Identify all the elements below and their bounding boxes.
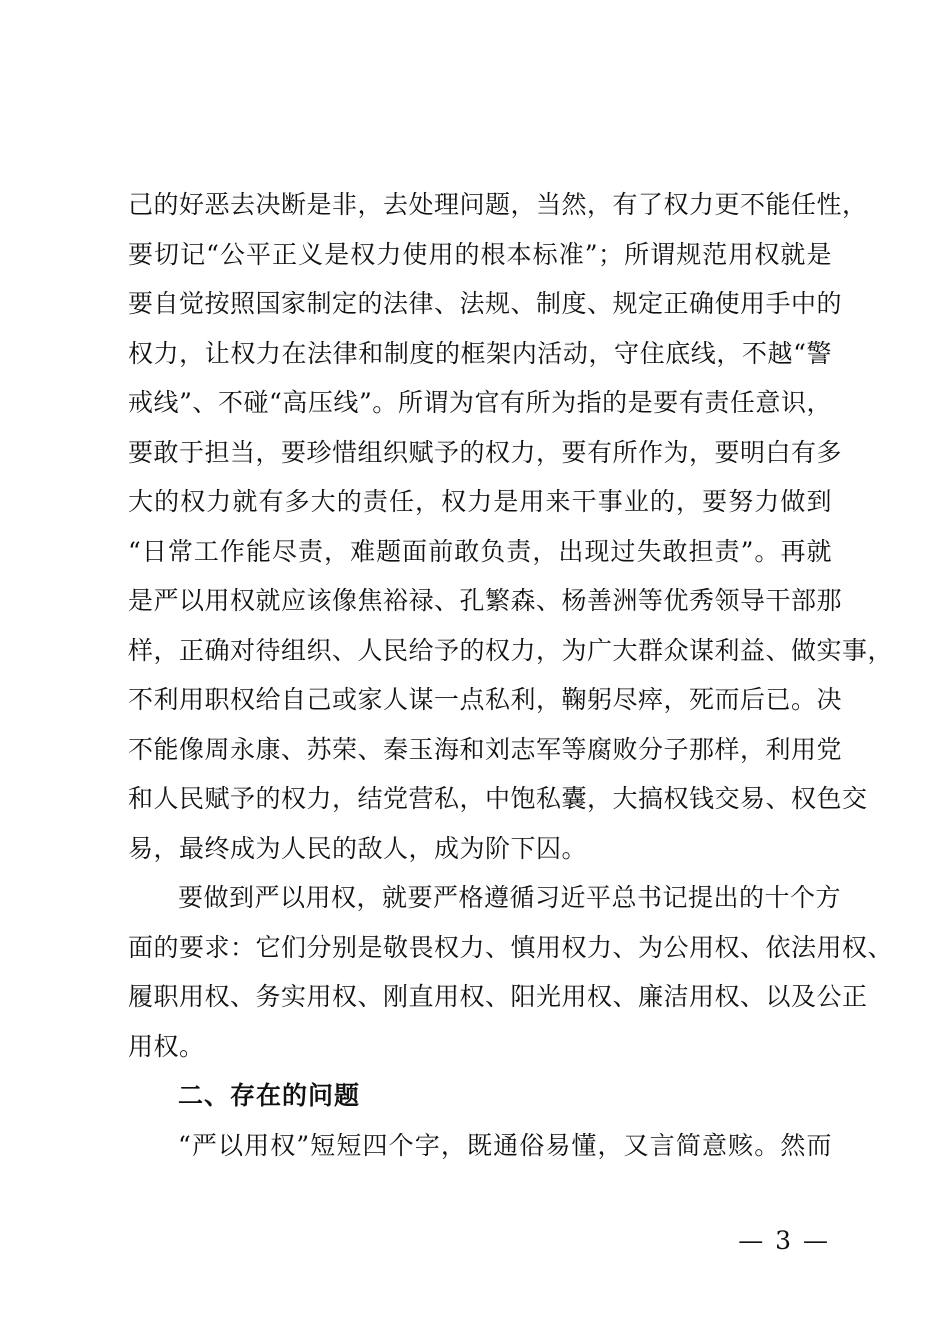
- text-line: 易，最终成为人民的敌人，成为阶下囚。: [128, 833, 588, 863]
- section-heading: 二、存在的问题: [178, 1081, 361, 1110]
- text-line: 和人民赋予的权力，结党营私，中饱私囊，大搞权钱交易、权色交: [128, 784, 868, 813]
- text-line: 面的要求：它们分别是敬畏权力、慎用权力、为公用权、依法用权、: [128, 932, 894, 962]
- text-line: 要做到严以用权，就要严格遵循习近平总书记提出的十个方: [178, 883, 842, 912]
- text-line: “严以用权”短短四个字，既通俗易懂，又言简意赅。然而: [178, 1130, 832, 1160]
- text-line: 不能像周永康、苏荣、秦玉海和刘志军等腐败分子那样，利用党: [128, 734, 843, 764]
- text-line: 己的好恶去决断是非，去处理问题，当然，有了权力更不能任性，: [128, 190, 868, 219]
- text-line: 大的权力就有多大的责任，权力是用来干事业的，要努力做到: [128, 487, 832, 516]
- text-line: 戒线”、不碰“高压线”。所谓为官有所为指的是要有责任意识，: [128, 388, 832, 417]
- text-line: 要自觉按照国家制定的法律、法规、制度、规定正确使用手中的: [128, 289, 843, 318]
- text-line: 要切记“公平正义是权力使用的根本标准”；所谓规范用权就是: [128, 239, 832, 269]
- text-line: 权力，让权力在法律和制度的框架内活动，守住底线，不越“警: [128, 338, 832, 368]
- text-line: 履职用权、务实用权、刚直用权、阳光用权、廉洁用权、以及公正: [128, 982, 868, 1011]
- text-line: “日常工作能尽责，难题面前敢负责，出现过失敢担责”。再就: [128, 536, 832, 566]
- page-number: — 3 —: [738, 1226, 830, 1255]
- text-line: 用权。: [128, 1031, 205, 1061]
- document-body: [128, 180, 894, 1170]
- text-line: 样，正确对待组织、人民给予的权力，为广大群众谋利益、做实事，: [128, 635, 894, 665]
- text-line: 要敢于担当，要珍惜组织赋予的权力，要有所作为，要明白有多: [128, 437, 843, 467]
- text-line: 是严以用权就应该像焦裕禄、孔繁森、杨善洲等优秀领导干部那: [128, 586, 843, 615]
- text-line: 不利用职权给自己或家人谋一点私利，鞠躬尽瘁，死而后已。决: [128, 685, 843, 714]
